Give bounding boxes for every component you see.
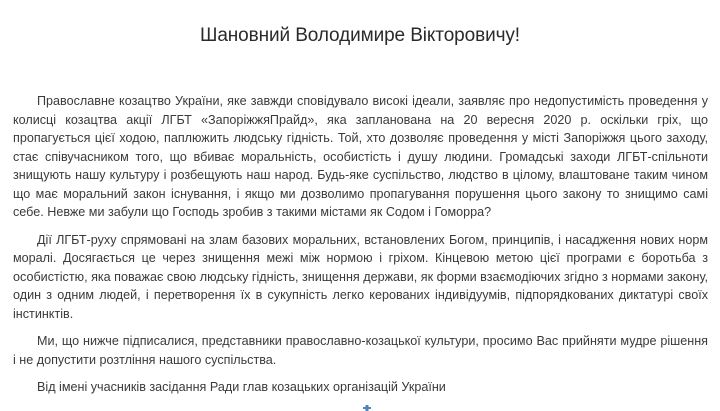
- letter-signature-line: Від імені учасників засідання Ради глав козацьких організацій України: [37, 380, 446, 394]
- letter-salutation: Шановний Володимире Вікторовичу!: [200, 25, 520, 46]
- letter-paragraph-3: Ми, що нижче підписалися, представники православно-козацької культури, просимо Вас прийняти мудре рішення і не допустити розтління нашого суспільства.: [13, 334, 708, 367]
- letter-paragraph-2: Дії ЛГБТ-руху спрямовані на злам базових моральних, встановлених Богом, принципів, і насадження нових норм моралі. Досягається це через знищення межі між нормою і гріхом. Кінцевою метою цієї програми є боротьба з особистістю, яка поважає свою людську гідність, знищення держави, як форми взаємодіючих згідно з нормами закону, один з одним людей, і перетворення їх в сукупність легко керованих індивідуумів, підпорядкованих диктатурі своїх інстинктів.: [13, 232, 708, 321]
- cross-seal-icon: [360, 404, 374, 411]
- letter-body: [13, 92, 708, 397]
- letter-paragraph-1: Православне козацтво України, яке завжди сповідувало високі ідеали, заявляє про недопустимість проведення у колисці козацтва акції ЛГБТ «ЗапоріжжяПрайд», яка запланована на 20 вересня 2020 р. оскільки гріх, що пропагується цієї ходою, паплюжить людську гідність. Той, хто дозволяє проведення у місті Запоріжжя цього заходу, стає співучасником того, що вбиває моральність, особистість і душу людини. Громадські заходи ЛГБТ-спільноти знищують нашу культуру і розбещують наш народ. Будь-яке суспільство, людство в цілому, влаштоване таким чином що має моральний закон існування, і якщо ми дозволимо пропагування порушення цього закону то знищимо самі себе. Невже ми забули що Господь зробив з такими містами як Содом і Гоморра?: [13, 94, 708, 219]
